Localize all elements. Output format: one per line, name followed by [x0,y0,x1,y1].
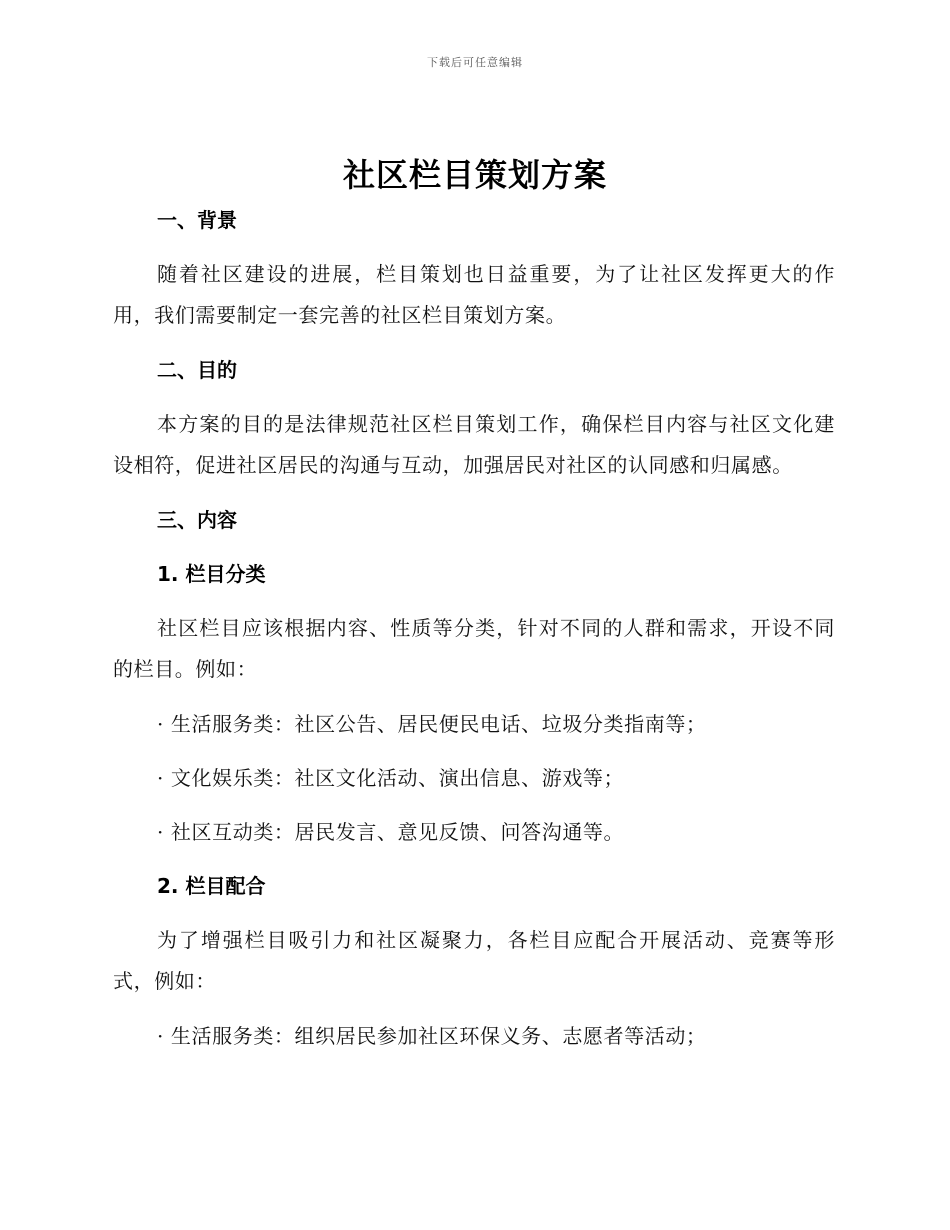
document-title: 社区栏目策划方案 [342,156,607,194]
list-item: · 社区互动类：居民发言、意见反馈、问答沟通等。 [157,820,625,844]
list-item: · 文化娱乐类：社区文化活动、演出信息、游戏等； [157,766,625,790]
document-body [113,200,835,1056]
paragraph-category: 社区栏目应该根据内容、性质等分类，针对不同的人群和需求，开设不同的栏目。例如： [113,616,835,681]
paragraph-purpose: 本方案的目的是法律规范社区栏目策划工作，确保栏目内容与社区文化建设相符，促进社区居民的沟通与互动，加强居民对社区的认同感和归属感。 [113,412,835,477]
subheading-category: 1. 栏目分类 [157,562,266,586]
paragraph-background: 随着社区建设的进展，栏目策划也日益重要，为了让社区发挥更大的作用，我们需要制定一套完善的社区栏目策划方案。 [113,262,835,327]
list-item: · 生活服务类：社区公告、居民便民电话、垃圾分类指南等； [157,712,707,736]
section-heading-content: 三、内容 [157,508,237,532]
paragraph-coordination: 为了增强栏目吸引力和社区凝聚力，各栏目应配合开展活动、竞赛等形式，例如： [113,928,835,993]
section-heading-background: 一、背景 [157,208,237,232]
section-heading-purpose: 二、目的 [157,358,237,382]
list-item: · 生活服务类：组织居民参加社区环保义务、志愿者等活动； [157,1024,707,1048]
header-note: 下载后可任意编辑 [427,56,523,69]
subheading-coordination: 2. 栏目配合 [157,874,266,898]
